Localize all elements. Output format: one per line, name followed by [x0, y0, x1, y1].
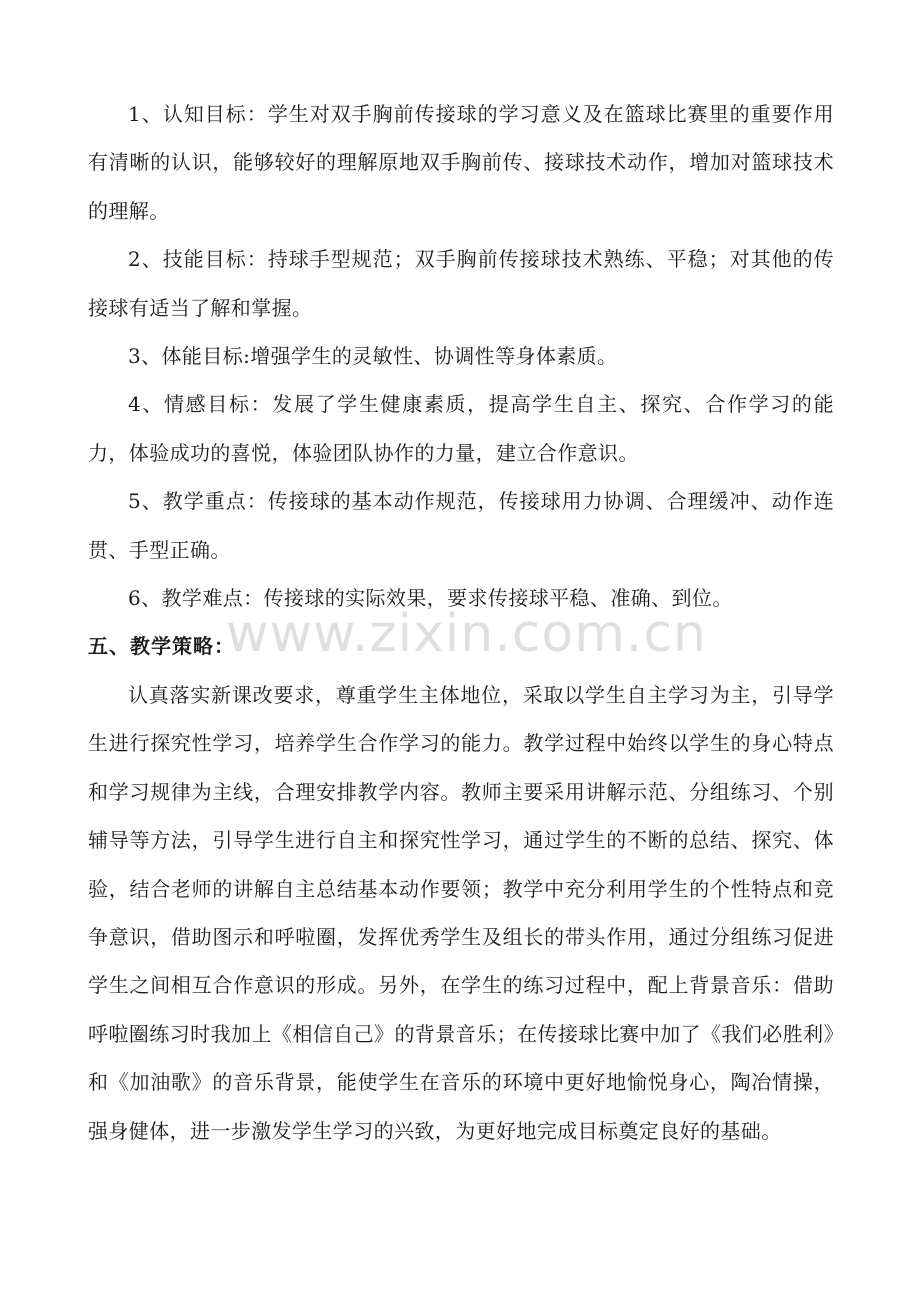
teaching-difficulty: 6、教学难点：传接球的实际效果，要求传接球平稳、准确、到位。 — [128, 586, 733, 611]
teaching-key-point: 5、教学重点：传接球的基本动作规范，传接球用力协调、合理缓冲、动作连贯、手型正确。 — [88, 489, 834, 562]
strategy-paragraph: 认真落实新课改要求，尊重学生主体地位，采取以学生自主学习为主，引导学生进行探究性学习，培养学生合作学习的能力。教学过程中始终以学生的身心特点和学习规律为主线，合理安排教学内容。教师主要采用讲解示范、分组练习、个别辅导等方法，引导学生进行自主和探究性学习，通过学生的不断的总结、探究、体验，结合老师的讲解自主总结基本动作要领；教学中充分利用学生的个性特点和竞争意识，借助图示和呼啦圈，发挥优秀学生及组长的带头作用，通过分组练习促进学生之间相互合作意识的形成。另外，在学生的练习过程中，配上背景音乐：借助呼啦圈练习时我加上《相信自己》的背景音乐；在传接球比赛中加了《我们必胜利》和《加油歌》的音乐背景，能使学生在音乐的环境中更好地愉悦身心，陶冶情操，强身健体，进一步激发学生学习的兴致，为更好地完成目标奠定良好的基础。 — [88, 682, 834, 1143]
watermark: www.zixin.com.cn — [226, 604, 707, 664]
objective-cognitive: 1、认知目标：学生对双手胸前传接球的学习意义及在篮球比赛里的重要作用有清晰的认识，能够较好的理解原地双手胸前传、接球技术动作，增加对篮球技术的理解。 — [88, 102, 834, 223]
objective-affective: 4、情感目标：发展了学生健康素质，提高学生自主、探究、合作学习的能力，体验成功的喜悦，体验团队协作的力量，建立合作意识。 — [88, 392, 834, 465]
objective-skill: 2、技能目标：持球手型规范；双手胸前传接球技术熟练、平稳；对其他的传接球有适当了解和掌握。 — [88, 247, 834, 320]
section-heading-teaching-strategy: 五、教学策略： — [88, 634, 235, 659]
objective-fitness: 3、体能目标:增强学生的灵敏性、协调性等身体素质。 — [128, 344, 618, 369]
document-body — [88, 90, 834, 1155]
